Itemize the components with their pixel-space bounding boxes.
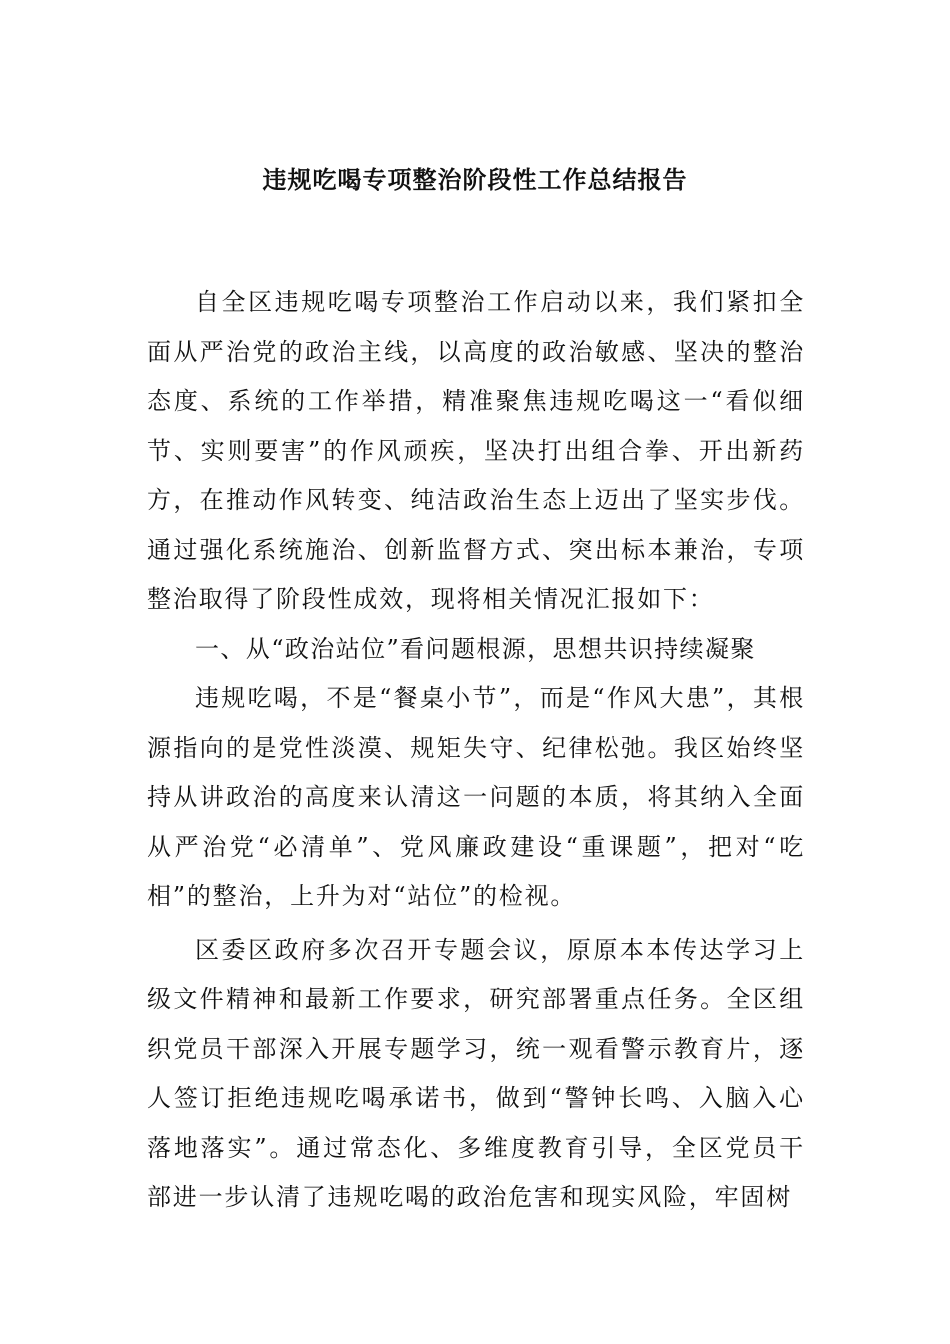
section-1-paragraph-2: 区委区政府多次召开专题会议，原原本本传达学习上级文件精神和最新工作要求，研究部署重点任务。全区组织党员干部深入开展专题学习，统一观看警示教育片，逐人签订拒绝违规吃喝承诺书，做到“警钟长鸣、入脑入心落地落实”。通过常态化、多维度教育引导，全区党员干部进一步认清了违规吃喝的政治危害和现实风险，牢固树 xyxy=(147,935,805,1211)
document-body xyxy=(147,278,805,1223)
section-1-paragraph-1: 违规吃喝，不是“餐桌小节”，而是“作风大患”，其根源指向的是党性淡漠、规矩失守、纪律松弛。我区始终坚持从讲政治的高度来认清这一问题的本质，将其纳入全面从严治党“必清单”、党风廉政建设“重课题”，把对“吃相”的整治，上升为对“站位”的检视。 xyxy=(147,684,805,910)
intro-paragraph: 自全区违规吃喝专项整治工作启动以来，我们紧扣全面从严治党的政治主线，以高度的政治敏感、坚决的整治态度、系统的工作举措，精准聚焦违规吃喝这一“看似细节、实则要害”的作风顽疾，坚决打出组合拳、开出新药方，在推动作风转变、纯洁政治生态上迈出了坚实步伐。通过强化系统施治、创新监督方式、突出标本兼治，专项整治取得了阶段性成效，现将相关情况汇报如下： xyxy=(147,288,805,613)
document-title: 违规吃喝专项整治阶段性工作总结报告 xyxy=(262,165,688,194)
section-heading-1: 一、从“政治站位”看问题根源，思想共识持续凝聚 xyxy=(195,634,756,663)
